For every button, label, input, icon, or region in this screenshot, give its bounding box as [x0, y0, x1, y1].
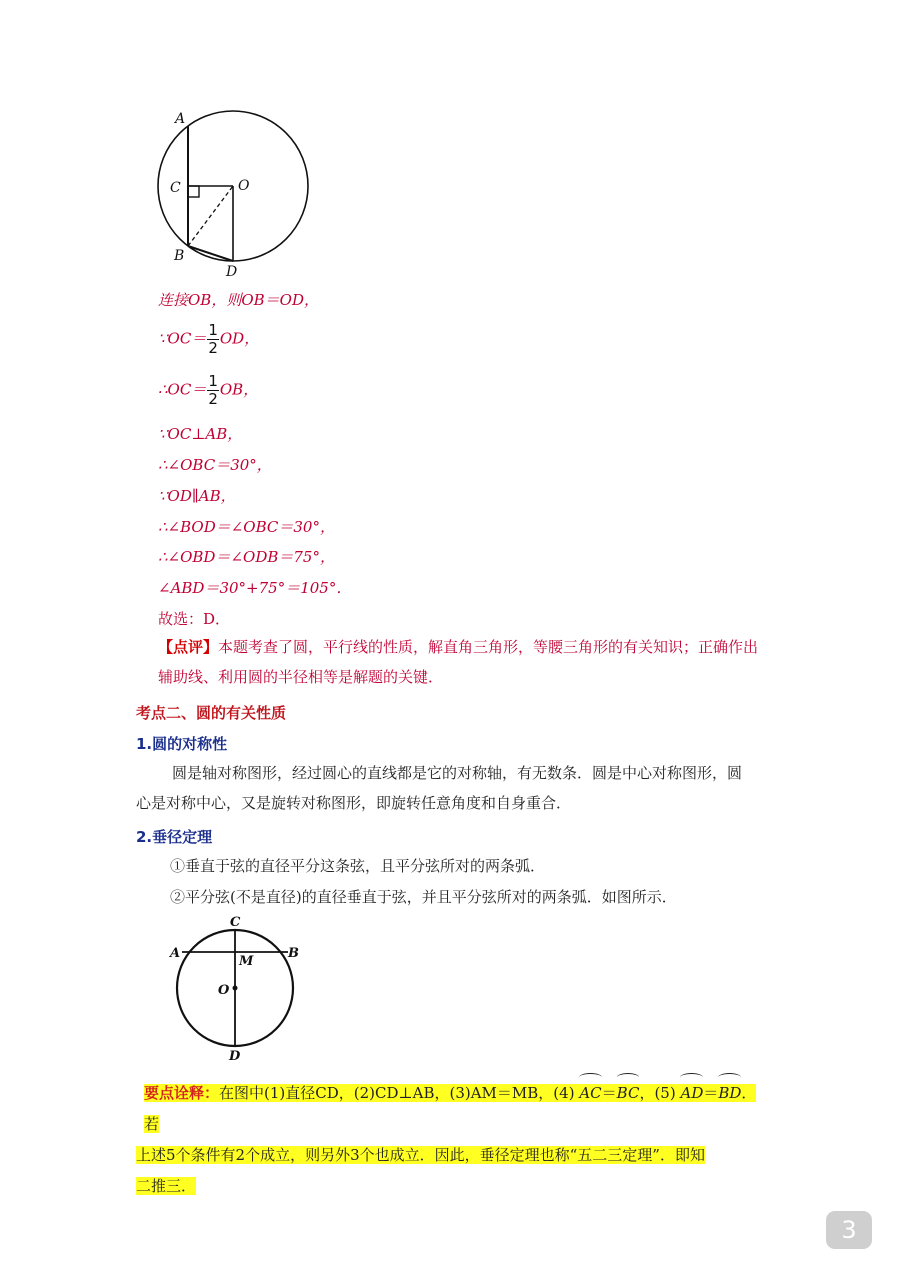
segment-ob-dashed [188, 186, 233, 246]
fraction-den: 2 [208, 339, 218, 357]
figure-circle-chord [150, 100, 320, 285]
right-angle-mark [188, 186, 199, 197]
segment-bd [188, 246, 233, 261]
keypoint-line-2-text: 上述5个条件有2个成立，则另外3个也成立．因此，垂径定理也称“五二三定理”．即知 [136, 1146, 705, 1164]
solution-line-2 [158, 322, 259, 357]
symmetry-text-1: 圆是轴对称图形，经过圆心的直线都是它的对称轴，有无数条．圆是中心对称图形，圆 [172, 764, 743, 782]
center-dot [233, 986, 238, 991]
solution-line-8: ∴∠OBD＝∠ODB＝75°， [158, 548, 335, 566]
label-d2: D [229, 1049, 241, 1064]
fraction-num: 1 [208, 321, 218, 339]
arc-ac: AC [579, 1074, 601, 1109]
keypoint-line-1 [136, 1074, 770, 1140]
keypoint-line-3 [136, 1171, 770, 1202]
fraction-half [207, 373, 219, 408]
keypoint-block [136, 1074, 770, 1202]
symmetry-text-2: 心是对称中心，又是旋转对称图形，即旋转任意角度和自身重合． [136, 794, 572, 812]
solution-line-7: ∴∠BOD＝∠OBC＝30°， [158, 518, 335, 536]
arc-ad: AD [680, 1074, 703, 1109]
comment-text: 本题考查了圆，平行线的性质，解直角三角形，等腰三角形的有关知识；正确作出辅助线、利用圆的半径相等是解题的关键． [158, 638, 759, 686]
fraction-num: 1 [208, 372, 218, 390]
comment-tag: 【点评】 [158, 638, 219, 656]
theorem-item-1: ①垂直于弦的直径平分这条弦，且平分弦所对的两条弧． [170, 857, 546, 875]
theorem-item-2: ②平分弦(不是直径)的直径垂直于弦，并且平分弦所对的两条弧．如图所示． [170, 888, 677, 906]
label-c2: C [230, 915, 241, 930]
line2-pre: ∵OC＝ [158, 329, 207, 348]
label-b2: B [288, 946, 299, 961]
solution-line-4: ∵OC⊥AB， [158, 425, 243, 443]
solution-line-5: ∴∠OBC＝30°， [158, 456, 272, 474]
keypoint-p1: 在图中(1)直径CD，(2)CD⊥AB，(3)AM＝MB，(4) [219, 1084, 575, 1102]
keypoint-line-3-text: 二推三． [136, 1177, 197, 1195]
arc-bc: BC [617, 1074, 640, 1109]
figure-perpendicular-diameter [165, 912, 310, 1064]
solution-line-9: ∠ABD＝30°+75°＝105°． [158, 579, 352, 597]
label-m2: M [239, 954, 254, 969]
solution-answer: 故选：D． [158, 610, 231, 628]
label-d: D [226, 264, 238, 280]
subsection-symmetry-title: 1.圆的对称性 [136, 735, 228, 753]
label-a2: A [170, 946, 181, 961]
label-c: C [170, 180, 181, 196]
solution-line-3 [158, 373, 258, 408]
page-number-badge: 3 [826, 1211, 872, 1249]
label-b: B [174, 248, 185, 264]
fraction-half [207, 322, 219, 357]
line3-post: OB， [219, 380, 259, 399]
keypoint-p2: ，(5) [639, 1084, 676, 1102]
keypoint-key: 要点诠释： [144, 1084, 220, 1102]
solution-line-6: ∵OD∥AB， [158, 487, 236, 505]
subsection-theorem-title: 2.垂径定理 [136, 828, 213, 846]
label-o: O [238, 178, 250, 194]
fraction-den: 2 [208, 390, 218, 408]
comment-block [158, 632, 770, 692]
line2-post: OD， [219, 329, 260, 348]
arc-bd: BD [718, 1074, 741, 1109]
label-o2: O [218, 983, 230, 998]
equals-sign: ＝ [601, 1084, 617, 1102]
label-a: A [175, 111, 186, 127]
keypoint-line-2 [136, 1140, 770, 1171]
keypoint-p3: ．若 [144, 1084, 757, 1133]
solution-line-1: 连接OB，则OB＝OD， [158, 291, 319, 309]
equals-sign: ＝ [703, 1084, 719, 1102]
section-title: 考点二、圆的有关性质 [136, 704, 287, 722]
line3-pre: ∴OC＝ [158, 380, 207, 399]
